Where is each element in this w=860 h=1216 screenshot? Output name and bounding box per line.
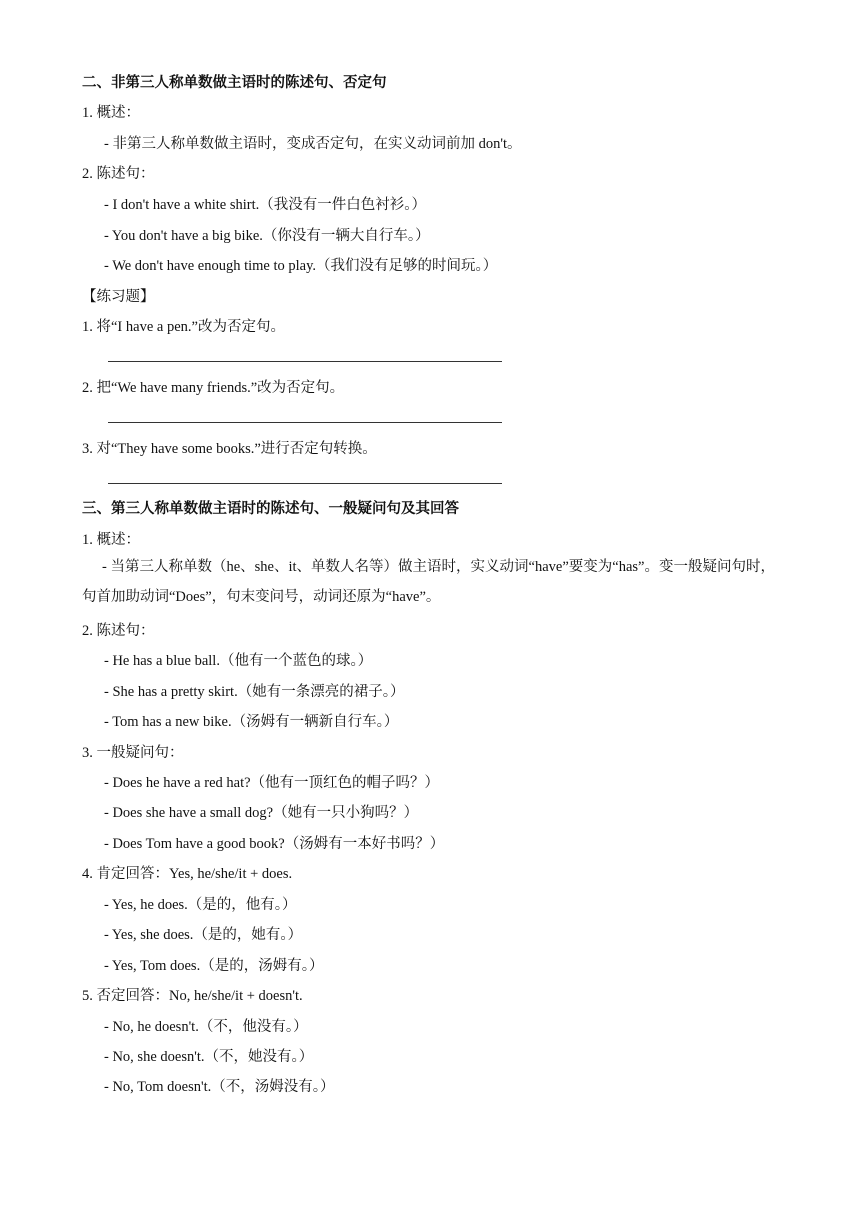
- example-sentence: - Tom has a new bike.（汤姆有一辆新自行车。）: [104, 714, 399, 730]
- example-sentence: - You don't have a big bike.（你没有一辆大自行车。）: [104, 228, 430, 244]
- example-answer: - No, he doesn't.（不，他没有。）: [104, 1019, 308, 1035]
- example-answer: - Yes, he does.（是的，他有。）: [104, 897, 297, 913]
- example-answer: - No, she doesn't.（不，她没有。）: [104, 1049, 314, 1065]
- example-sentence: - We don't have enough time to play.（我们没有足够的时间玩。）: [104, 258, 498, 274]
- example-question: - Does Tom have a good book?（汤姆有一本好书吗？）: [104, 836, 445, 852]
- overview-label: 1. 概述：: [82, 532, 140, 548]
- example-question: - Does he have a red hat?（他有一顶红色的帽子吗？）: [104, 775, 440, 791]
- answer-blank-line: [108, 483, 502, 484]
- exercise-heading: 【练习题】: [82, 289, 155, 305]
- example-answer: - Yes, she does.（是的，她有。）: [104, 927, 303, 943]
- section-heading: 二、非第三人称单数做主语时的陈述句、否定句: [82, 75, 387, 91]
- questions-label: 3. 一般疑问句：: [82, 745, 184, 761]
- answer-blank-line: [108, 422, 502, 423]
- exercise-question: 3. 对“They have some books.”进行否定句转换。: [82, 441, 377, 457]
- section-heading: 三、第三人称单数做主语时的陈述句、一般疑问句及其回答: [82, 501, 459, 517]
- overview-text: - 非第三人称单数做主语时，变成否定句，在实义动词前加 don't。: [104, 136, 522, 152]
- example-question: - Does she have a small dog?（她有一只小狗吗？）: [104, 805, 419, 821]
- exercise-question: 2. 把“We have many friends.”改为否定句。: [82, 380, 345, 396]
- example-answer: - Yes, Tom does.（是的，汤姆有。）: [104, 958, 324, 974]
- overview-label: 1. 概述：: [82, 105, 140, 121]
- example-sentence: - She has a pretty skirt.（她有一条漂亮的裙子。）: [104, 684, 405, 700]
- exercise-question: 1. 将“I have a pen.”改为否定句。: [82, 319, 285, 335]
- statements-label: 2. 陈述句：: [82, 623, 155, 639]
- example-sentence: - He has a blue ball.（他有一个蓝色的球。）: [104, 653, 373, 669]
- negative-answer-label: 5. 否定回答：No, he/she/it + doesn't.: [82, 988, 303, 1004]
- positive-answer-label: 4. 肯定回答：Yes, he/she/it + does.: [82, 866, 293, 882]
- answer-blank-line: [108, 361, 502, 362]
- example-sentence: - I don't have a white shirt.（我没有一件白色衬衫。）: [104, 197, 426, 213]
- overview-text: - 当第三人称单数（he、she、it、单数人名等）做主语时，实义动词“have”要变为“has”。变一般疑问句时，句首加助动词“Does”，句末变问号，动词还原为“have”。: [82, 559, 775, 605]
- statements-label: 2. 陈述句：: [82, 166, 155, 182]
- example-answer: - No, Tom doesn't.（不，汤姆没有。）: [104, 1079, 335, 1095]
